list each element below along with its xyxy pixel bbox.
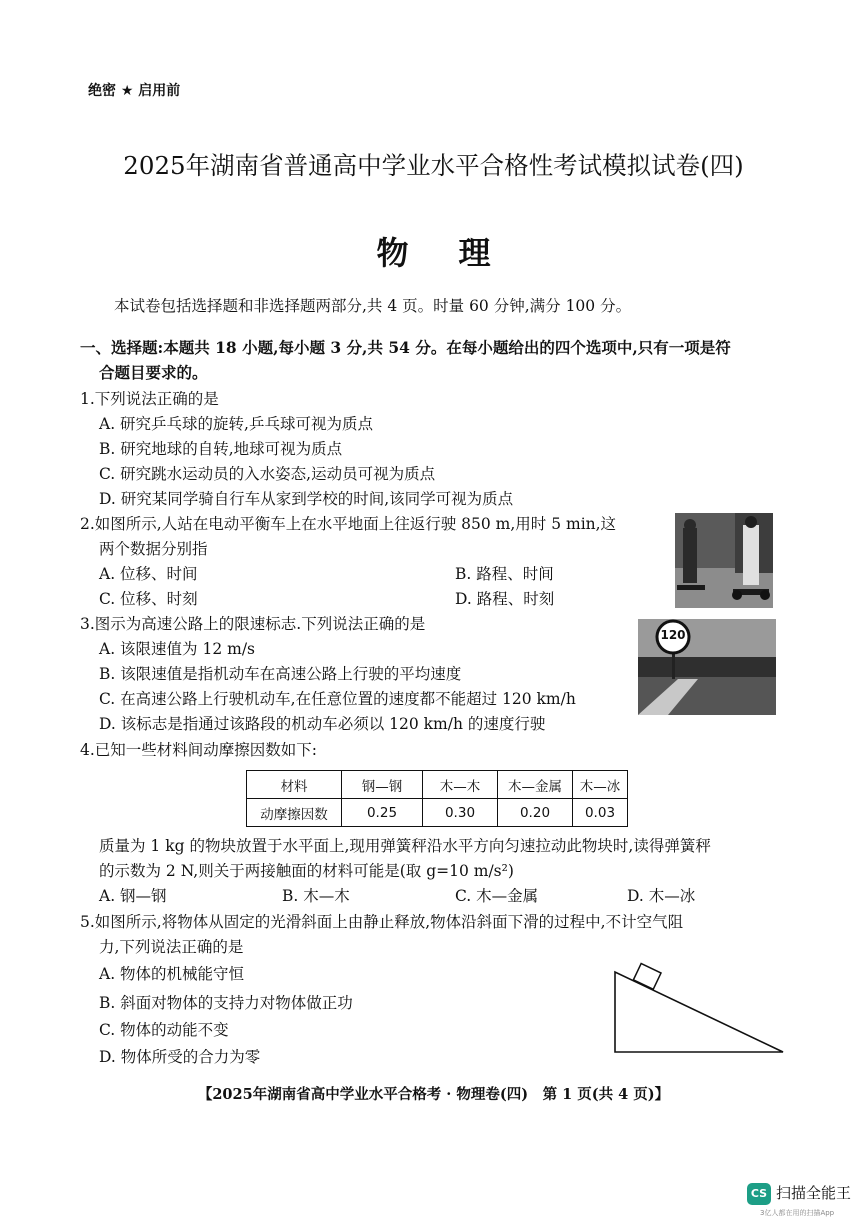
- table-cell: 动摩擦因数: [247, 799, 342, 827]
- table-cell: 材料: [247, 771, 342, 799]
- q4-text-line2: 的示数为 2 N,则关于两接触面的材料可能是(取 g=10 m/s²): [99, 862, 514, 880]
- confidential-mark: 绝密 ★ 启用前: [88, 83, 181, 99]
- q3-option-c: C. 在高速公路上行驶机动车,在任意位置的速度都不能超过 120 km/h: [99, 690, 576, 708]
- q5-option-d: D. 物体所受的合力为零: [99, 1048, 261, 1066]
- balance-scooter-photo: [675, 513, 773, 608]
- q4-option-d: D. 木—冰: [627, 887, 696, 905]
- table-row: [247, 771, 628, 799]
- table-cell: 木—金属: [498, 771, 573, 799]
- q1-option-a: A. 研究乒乓球的旋转,乒乓球可视为质点: [99, 415, 373, 433]
- incline-diagram: [605, 960, 790, 1060]
- q2-option-c: C. 位移、时刻: [99, 590, 198, 608]
- q4-stem: 4.已知一些材料间动摩擦因数如下:: [80, 741, 318, 759]
- sliding-block: [633, 964, 661, 990]
- q2-stem-line2: 两个数据分别指: [99, 540, 208, 558]
- page-footer: 【2025年湖南省高中学业水平合格考 · 物理卷(四) 第 1 页(共 4 页)】: [197, 1086, 670, 1103]
- table-cell: 0.30: [423, 799, 498, 827]
- q5-stem-line1: 5.如图所示,将物体从固定的光滑斜面上由静止释放,物体沿斜面下滑的过程中,不计空气阻: [80, 913, 684, 931]
- q4-option-b: B. 木—木: [282, 887, 350, 905]
- q1-option-c: C. 研究跳水运动员的入水姿态,运动员可视为质点: [99, 465, 436, 483]
- table-cell: 木—木: [423, 771, 498, 799]
- exam-title: 2025年湖南省普通高中学业水平合格性考试模拟试卷(四): [123, 151, 744, 180]
- q5-option-a: A. 物体的机械能守恒: [99, 965, 245, 983]
- table-cell: 钢—钢: [342, 771, 423, 799]
- q2-option-d: D. 路程、时刻: [455, 590, 555, 608]
- q3-option-d: D. 该标志是指通过该路段的机动车必须以 120 km/h 的速度行驶: [99, 715, 546, 733]
- q4-option-a: A. 钢—钢: [99, 887, 167, 905]
- q3-stem: 3.图示为高速公路上的限速标志.下列说法正确的是: [80, 615, 426, 633]
- incline-triangle: [615, 972, 783, 1052]
- speed-sign-label: 120: [660, 628, 686, 642]
- speed-limit-photo: [638, 619, 776, 715]
- q2-option-a: A. 位移、时间: [99, 565, 198, 583]
- q4-text-line1: 质量为 1 kg 的物块放置于水平面上,现用弹簧秤沿水平方向匀速拉动此物块时,读得弹簧秤: [99, 837, 711, 855]
- q5-option-b: B. 斜面对物体的支持力对物体做正功: [99, 994, 353, 1012]
- section-heading-line1: 一、选择题:本题共 18 小题,每小题 3 分,共 54 分。在每小题给出的四个选项中,只有一项是符: [80, 338, 731, 357]
- q3-option-a: A. 该限速值为 12 m/s: [99, 640, 255, 658]
- table-cell: 0.25: [342, 799, 423, 827]
- table-cell: 0.20: [498, 799, 573, 827]
- table-row: [247, 799, 628, 827]
- q4-option-c: C. 木—金属: [455, 887, 539, 905]
- scanner-tagline: 3亿人都在用的扫描App: [760, 1209, 835, 1217]
- q1-stem: 1.下列说法正确的是: [80, 390, 219, 408]
- friction-table: [246, 770, 628, 827]
- subject-title: 物理: [376, 234, 541, 272]
- q1-option-d: D. 研究某同学骑自行车从家到学校的时间,该同学可视为质点: [99, 490, 514, 508]
- q2-option-b: B. 路程、时间: [455, 565, 554, 583]
- q5-option-c: C. 物体的动能不变: [99, 1021, 229, 1039]
- q5-stem-line2: 力,下列说法正确的是: [99, 938, 244, 956]
- table-cell: 木—冰: [573, 771, 628, 799]
- scanner-logo-icon: CS: [747, 1183, 771, 1205]
- q2-stem-line1: 2.如图所示,人站在电动平衡车上在水平地面上往返行驶 850 m,用时 5 min,这: [80, 515, 617, 533]
- section-heading-line2: 合题目要求的。: [99, 363, 208, 382]
- exam-intro: 本试卷包括选择题和非选择题两部分,共 4 页。时量 60 分钟,满分 100 分。: [114, 297, 632, 315]
- q1-option-b: B. 研究地球的自转,地球可视为质点: [99, 440, 343, 458]
- table-cell: 0.03: [573, 799, 628, 827]
- scanner-app-name: 扫描全能王: [776, 1184, 852, 1202]
- q3-option-b: B. 该限速值是指机动车在高速公路上行驶的平均速度: [99, 665, 462, 683]
